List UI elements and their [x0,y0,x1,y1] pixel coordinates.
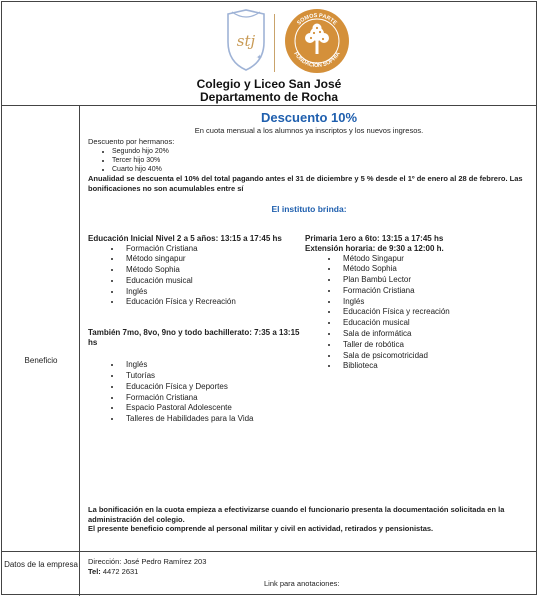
list-item: • Formación Cristiana [122,244,303,255]
note-coverage: El presente beneficio comprende al personal militar y civil en actividad, retirados y pensionistas. [88,524,434,533]
initial-list [88,244,303,309]
discount-title: Descuento 10% [260,110,358,125]
list-item: • Educación musical [339,318,525,329]
institute-offers-heading: El instituto brinda: [271,203,347,214]
logo-right-top-text: SOMOS PARTE [296,12,338,27]
school-name-block [2,78,536,104]
siblings-label: Descuento por hermanos: [88,137,175,146]
list-item: • Tutorías [122,371,303,382]
list-item: • Formación Cristiana [339,286,525,297]
note-documentation: La bonificación en la cuota empieza a efectivizarse cuando el funcionario presenta la documentación solicitada en la administración del colegio. [88,505,505,524]
document-header [2,2,536,106]
list-item: • Tercer hijo 30% [112,156,530,165]
primary-list [305,254,525,373]
annotations-link-label: Link para anotaciones: [264,579,340,588]
extension-heading: Extensión horaria: de 9:30 a 12:00 h. [305,243,444,253]
secondary-heading: También 7mo, 8vo, 9no y todo bachillerato: 7:35 a 13:15 hs [88,328,300,348]
list-item: • Sala de informática [339,329,525,340]
benefit-row [2,106,536,552]
initial-heading: Educación Inicial Nivel 2 a 5 años: 13:15 a 17:45 hs [88,233,282,243]
benefit-label: Beneficio [24,356,58,365]
annual-note: Anualidad se descuenta el 10% del total pagando antes el 31 de diciembre y 5 % desde el 1º de enero al 28 de febrero. Las bonificaciones no son acumulables entre sí [88,173,523,193]
list-item: • Inglés [122,287,303,298]
list-item: • Biblioteca [339,361,525,372]
logo-right-bottom-text: FUNDACIÓN SOPHIA [292,51,342,70]
discount-subtitle: En cuota mensual a los alumnos ya inscriptos y los nuevos ingresos. [194,126,424,135]
offers-columns [88,234,530,484]
address-value: José Pedro Ramírez 203 [123,557,207,566]
list-item: • Inglés [339,297,525,308]
address-label: Dirección: [88,557,122,566]
company-label-cell [2,552,80,596]
list-item: • Espacio Pastoral Adolescente [122,403,303,414]
list-item: • Taller de robótica [339,340,525,351]
logo-divider [274,14,275,72]
list-item: • Educación musical [122,276,303,287]
phone-label: Tel: [88,566,101,576]
address-line [88,557,206,567]
company-row [2,552,536,596]
benefit-label-cell [2,106,80,551]
company-label: Datos de la empresa [4,560,78,569]
column-right [305,234,525,373]
list-item: • Inglés [122,360,303,371]
list-item: • Talleres de Habilidades para la Vida [122,414,303,425]
list-item: • Sala de psicomotricidad [339,351,525,362]
sfj-logo-icon [222,8,270,74]
column-left [88,234,303,426]
list-item: • Educación Física y Recreación [122,297,303,308]
list-item: • Educación Física y Deportes [122,382,303,393]
list-item: • Segundo hijo 20% [112,147,530,156]
document-page [1,1,537,595]
school-name: Colegio y Liceo San José [196,77,342,91]
logos [2,6,536,76]
list-item: • Plan Bambú Lector [339,275,525,286]
department-name: Departamento de Rocha [199,90,339,104]
list-item: • Método Singapur [339,254,525,265]
list-item: • Cuarto hijo 40% [112,165,530,174]
siblings-list [88,147,530,174]
secondary-list [88,360,303,425]
primary-heading: Primaria 1ero a 6to: 13:15 a 17:45 hs [305,233,444,243]
phone-line [88,567,206,577]
list-item: • Educación Física y recreación [339,307,525,318]
fundacion-sophia-logo-icon [284,8,350,74]
phone-value: 4472 2631 [102,566,139,576]
svg-text:✦: ✦ [256,53,263,62]
benefit-notes [88,505,530,534]
company-details [88,557,206,576]
logo-left-text: stj [236,32,256,50]
benefit-content [88,106,530,484]
list-item: • Método Sophia [122,265,303,276]
list-item: • Método Sophia [339,264,525,275]
list-item: • Formación Cristiana [122,393,303,404]
list-item: • Método singapur [122,254,303,265]
